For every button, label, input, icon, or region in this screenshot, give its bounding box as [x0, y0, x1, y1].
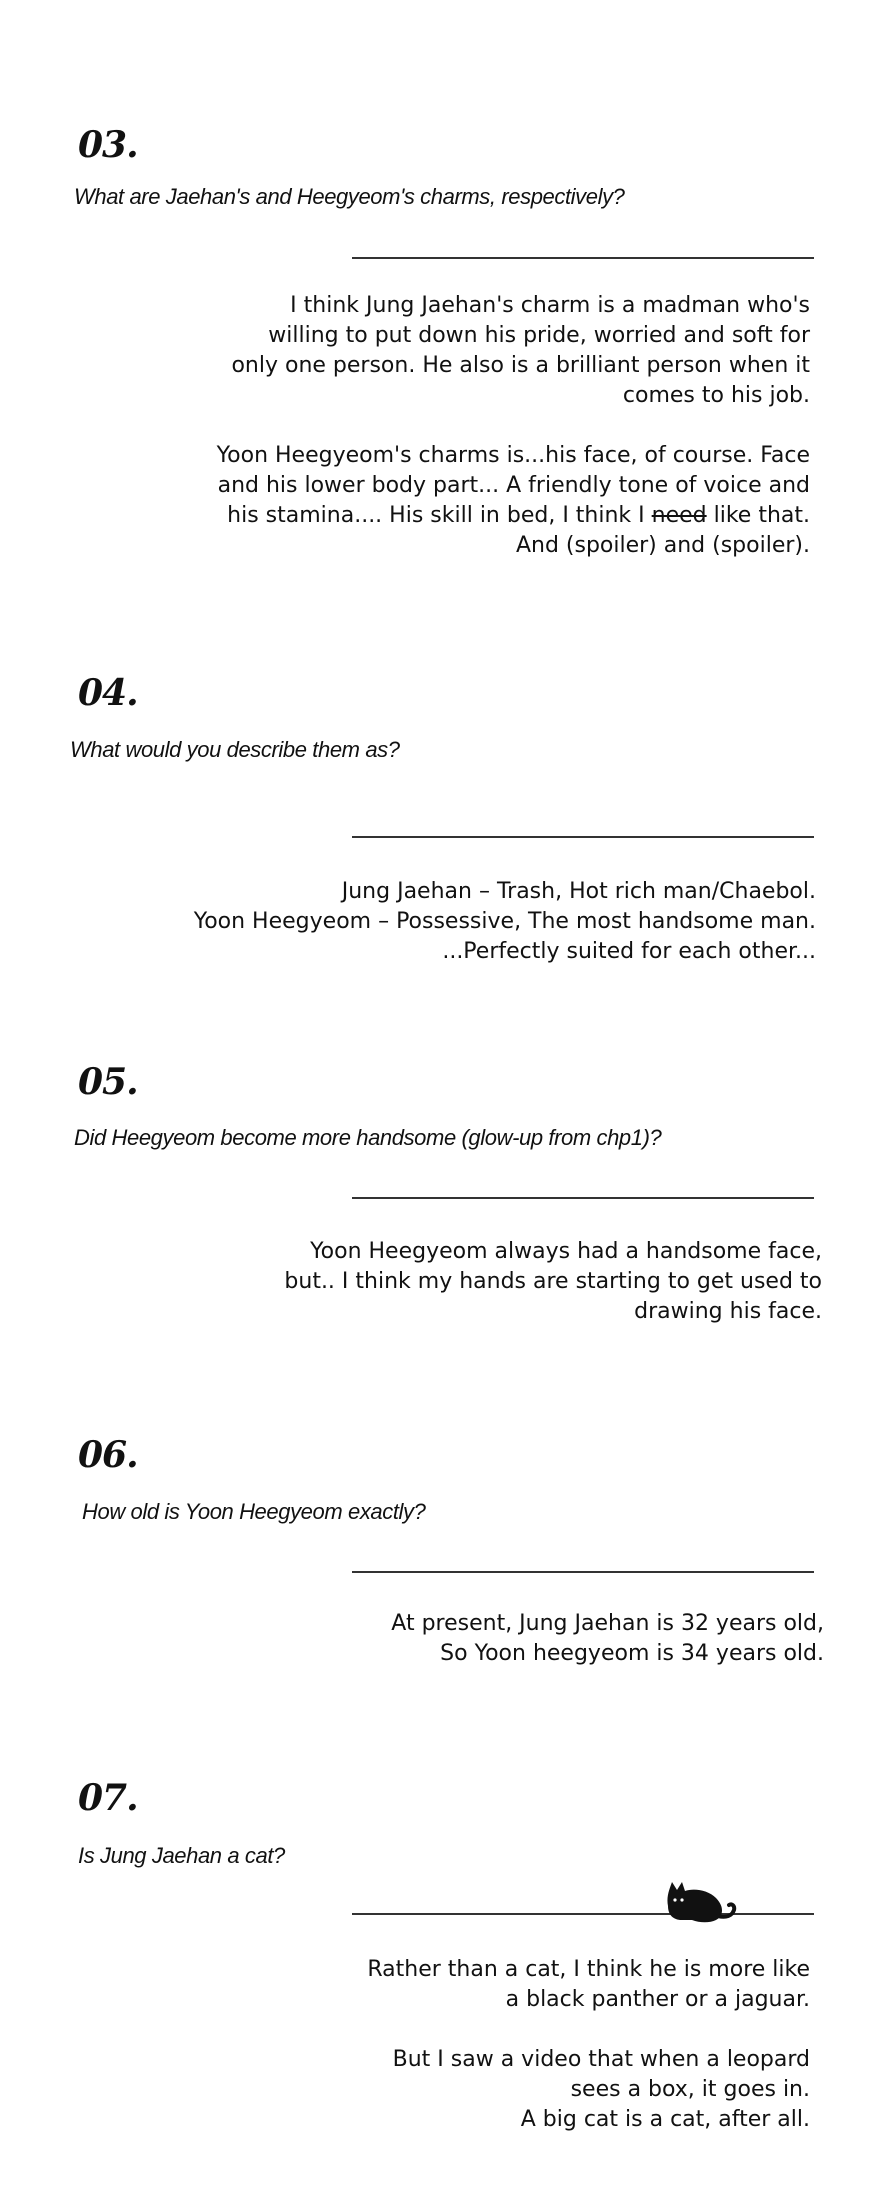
- section-03-answer: [217, 291, 810, 561]
- section-06-question: How old is Yoon Heegyeom exactly?: [82, 1499, 426, 1524]
- section-05-question: Did Heegyeom become more handsome (glow-up from chp1)?: [74, 1125, 662, 1150]
- answer-line: But I saw a video that when a leopard: [392, 2047, 810, 2072]
- answer-text: his stamina.... His skill in bed, I think I: [227, 503, 652, 528]
- answer-text: like that.: [706, 503, 810, 528]
- section-07-question: Is Jung Jaehan a cat?: [78, 1843, 285, 1868]
- section-03-number: 03.: [78, 124, 138, 166]
- cat-body: [667, 1882, 722, 1922]
- answer-line: So Yoon heegyeom is 34 years old.: [440, 1641, 824, 1666]
- section-05-number: 05.: [78, 1061, 138, 1103]
- answer-line: And (spoiler) and (spoiler).: [515, 533, 810, 558]
- answer-line: A big cat is a cat, after all.: [520, 2107, 810, 2132]
- answer-line: willing to put down his pride, worried and soft for: [268, 323, 810, 348]
- answer-line: only one person. He also is a brilliant person when it: [231, 353, 810, 378]
- answer-line: Yoon Heegyeom – Possessive, The most handsome man.: [193, 909, 816, 934]
- answer-line: sees a box, it goes in.: [570, 2077, 810, 2102]
- section-07-number: 07.: [78, 1777, 138, 1819]
- section-04-question: What would you describe them as?: [70, 737, 400, 762]
- cat-eye: [673, 1898, 676, 1901]
- section-05-divider: [352, 1197, 814, 1199]
- section-03-divider: [352, 257, 814, 259]
- answer-line: Yoon Heegyeom's charms is...his face, of course. Face: [216, 443, 810, 468]
- answer-line: ...Perfectly suited for each other...: [442, 939, 816, 964]
- answer-line: drawing his face.: [634, 1299, 822, 1324]
- answer-line: [217, 501, 810, 531]
- answer-line: a black panther or a jaguar.: [505, 1987, 810, 2012]
- answer-line: I think Jung Jaehan's charm is a madman who's: [290, 293, 810, 318]
- section-05-answer: [284, 1237, 822, 1327]
- section-06-number: 06.: [78, 1434, 138, 1476]
- section-06-answer: [391, 1609, 824, 1669]
- answer-line: but.. I think my hands are starting to get used to: [284, 1269, 822, 1294]
- answer-line: Rather than a cat, I think he is more like: [367, 1957, 810, 1982]
- section-04-number: 04.: [78, 672, 138, 714]
- section-04-answer: [194, 877, 816, 967]
- answer-line: comes to his job.: [622, 383, 810, 408]
- section-03-question: What are Jaehan's and Heegyeom's charms, respectively?: [74, 184, 625, 209]
- black-cat-icon: [660, 1876, 738, 1928]
- answer-line: and his lower body part... A friendly tone of voice and: [217, 473, 810, 498]
- answer-line: Jung Jaehan – Trash, Hot rich man/Chaebol.: [341, 879, 816, 904]
- answer-line: Yoon Heegyeom always had a handsome face,: [310, 1239, 822, 1264]
- section-04-divider: [352, 836, 814, 838]
- cat-eye: [680, 1898, 683, 1901]
- strikethrough-text: need: [651, 503, 707, 528]
- answer-line: At present, Jung Jaehan is 32 years old,: [391, 1611, 824, 1636]
- section-07-answer: [367, 1955, 810, 2135]
- section-07-divider: [352, 1913, 814, 1915]
- section-06-divider: [352, 1571, 814, 1573]
